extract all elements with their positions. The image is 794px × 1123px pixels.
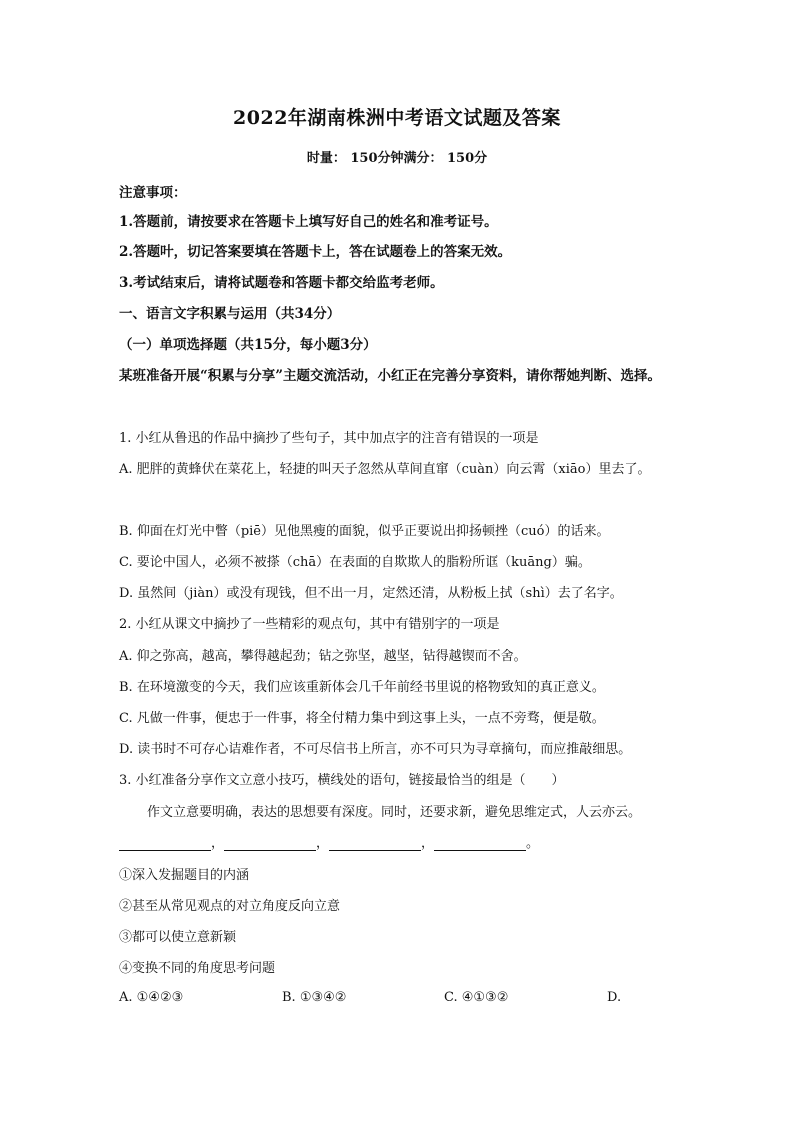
question-3-choice-b: B. ①③④② xyxy=(282,990,347,1005)
question-3-choice-c: C. ④①③② xyxy=(444,990,509,1005)
question-3-blanks: ， ， ， 。 xyxy=(119,832,539,851)
question-2-option-c: C. 凡做一件事，便忠于一件事，将全付精力集中到这事上头，一点不旁骛，便是敬。 xyxy=(119,711,605,726)
question-1-option-b: B. 仰面在灯光中瞥（piē）见他黑瘦的面貌，似乎正要说出抑扬顿挫（cuó）的话来。 xyxy=(119,524,610,539)
question-2-option-d: D. 读书时不可存心诘难作者，不可尽信书上所言，亦不可只为寻章摘句，而应推敲细思。 xyxy=(119,742,632,757)
exam-duration-score: 时量： 150分钟满分： 150分 xyxy=(306,151,488,166)
answer-blank[interactable] xyxy=(329,838,421,851)
question-3-choice-a: A. ①④②③ xyxy=(119,990,184,1005)
question-3-item: ②甚至从常见观点的对立角度反向立意 xyxy=(119,899,341,914)
notice-item: 2.答题叶，切记答案要填在答题卡上，答在试题卷上的答案无效。 xyxy=(119,244,512,260)
question-3-stem: 3. 小红准备分享作文立意小技巧，横线处的语句，链接最恰当的组是（ ） xyxy=(119,773,565,788)
question-1-option-c: C. 要论中国人，必须不被搽（chā）在表面的自欺欺人的脂粉所诓（kuāng）骗。 xyxy=(119,555,591,570)
question-1-option-a: A. 肥胖的黄蜂伏在菜花上，轻捷的叫天子忽然从草间直窜（cuàn）向云霄（xiāo）里去了。 xyxy=(119,462,651,477)
question-3-item: ③都可以使立意新颖 xyxy=(119,930,237,945)
question-2-stem: 2. 小红从课文中摘抄了一些精彩的观点句，其中有错别字的一项是 xyxy=(119,617,500,632)
question-3-choice-d: D. xyxy=(607,990,622,1005)
question-3-item: ④变换不同的角度思考问题 xyxy=(119,961,276,976)
section-intro: 某班准备开展“积累与分享”主题交流活动，小红正在完善分享资料，请你帮她判断、选择。 xyxy=(119,368,662,384)
question-1-stem: 1. 小红从鲁迅的作品中摘抄了些句子，其中加点字的注音有错误的一项是 xyxy=(119,431,539,446)
question-2-option-a: A. 仰之弥高，越高，攀得越起劲；钻之弥坚，越坚，钻得越锲而不舍。 xyxy=(119,649,527,664)
subsection-heading: （一）单项选择题（共15分，每小题3分） xyxy=(119,337,377,353)
question-3-passage: 作文立意要明确，表达的思想要有深度。同时，还要求新，避免思维定式，人云亦云。 xyxy=(147,805,642,820)
notice-item: 3.考试结束后，请将试题卷和答题卡都交给监考老师。 xyxy=(119,275,444,291)
page-title: 2022年湖南株洲中考语文试题及答案 xyxy=(233,107,561,129)
notice-heading: 注意事项： xyxy=(119,185,187,201)
question-1-option-d: D. 虽然间（jiàn）或没有现钱，但不出一月，定然还清，从粉板上拭（shì）去了名字。 xyxy=(119,586,623,601)
answer-blank[interactable] xyxy=(224,838,316,851)
question-3-item: ①深入发掘题目的内涵 xyxy=(119,868,250,883)
answer-blank[interactable] xyxy=(119,838,211,851)
notice-item: 1.答题前，请按要求在答题卡上填写好自己的姓名和准考证号。 xyxy=(119,214,498,230)
section-heading: 一、语言文字积累与运用（共34分） xyxy=(119,306,341,322)
question-2-option-b: B. 在环境激变的今天，我们应该重新体会几千年前经书里说的格物致知的真正意义。 xyxy=(119,680,605,695)
answer-blank[interactable] xyxy=(434,838,526,851)
